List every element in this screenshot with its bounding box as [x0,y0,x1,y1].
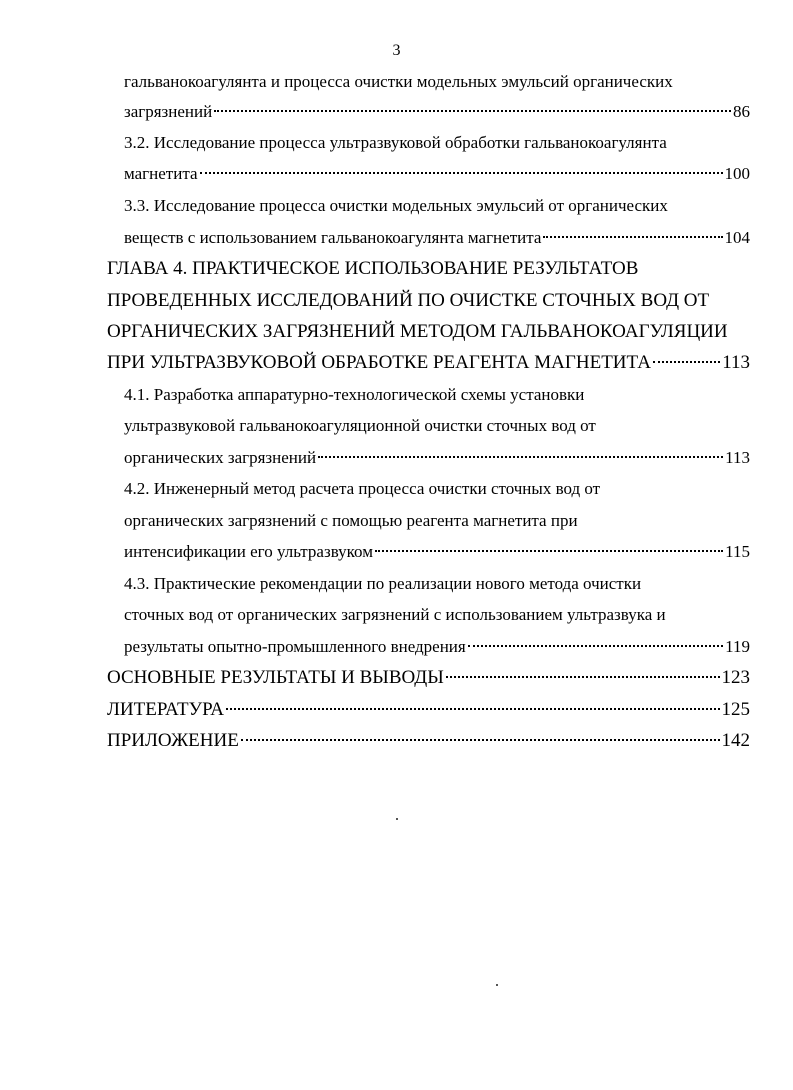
toc-line [124,383,749,407]
toc-entry-text: 3.3. Исследование процесса очистки модельных эмульсий от органических [124,196,668,215]
toc-entry-text: результаты опытно-промышленного внедрения [124,637,466,656]
toc-page-number: 123 [721,667,750,688]
toc-page-number: 100 [724,164,750,183]
toc-page-number: 113 [722,352,750,373]
toc-entry-text: ультразвуковой гальванокоагуляционной очистки сточных вод от [124,416,596,435]
toc-entry-text: интенсификации его ультразвуком [124,542,373,561]
toc-entry-text: органических загрязнений с помощью реагента магнетита при [124,511,578,530]
toc-line [124,509,749,533]
toc-entry-results[interactable] [107,666,750,690]
toc-entry-4-2[interactable] [124,540,750,564]
toc-line [124,131,749,155]
toc-line [124,477,749,501]
scan-speck [496,984,498,986]
toc-chapter-text: ПРИЛОЖЕНИЕ [107,730,239,751]
toc-line [124,70,749,94]
toc-entry-3-3[interactable] [124,226,750,250]
dot-leader [226,708,720,710]
toc-line [124,603,749,627]
toc-entry-text: веществ с использованием гальванокоагулянта магнетита [124,228,542,247]
toc-line [107,289,747,313]
dot-leader [214,110,731,112]
toc-entry-text: загрязнений [124,102,213,121]
toc-entry-4-1[interactable] [124,446,750,470]
dot-leader [446,676,720,678]
toc-chapter-text: ЛИТЕРАТУРА [107,699,224,720]
dot-leader [318,456,723,458]
toc-line [124,572,749,596]
toc-entry-text: 4.1. Разработка аппаратурно-технологической схемы установки [124,385,585,404]
toc-page-number: 125 [721,699,750,720]
toc-entry-3-2[interactable] [124,162,750,186]
toc-entry-text: 4.2. Инженерный метод расчета процесса очистки сточных вод от [124,479,601,498]
toc-chapter-text: ОРГАНИЧЕСКИХ ЗАГРЯЗНЕНИЙ МЕТОДОМ ГАЛЬВАНОКОАГУЛЯЦИИ [107,321,728,342]
scan-speck [396,818,398,820]
dot-leader [200,172,723,174]
toc-entry-text: органических загрязнений [124,448,317,467]
dot-leader [241,739,720,741]
toc-chapter-text: ГЛАВА 4. ПРАКТИЧЕСКОЕ ИСПОЛЬЗОВАНИЕ РЕЗУЛЬТАТОВ [107,258,639,279]
toc-entry-text: магнетита [124,164,198,183]
dot-leader [543,236,722,238]
toc-chapter-text: ОСНОВНЫЕ РЕЗУЛЬТАТЫ И ВЫВОДЫ [107,667,444,688]
toc-page-number: 86 [733,102,750,121]
dot-leader [468,645,723,647]
toc-entry-literature[interactable] [107,698,750,722]
toc-page-number: 142 [721,730,750,751]
toc-chapter-text: ПРОВЕДЕННЫХ ИССЛЕДОВАНИЙ ПО ОЧИСТКЕ СТОЧНЫХ ВОД ОТ [107,290,710,311]
toc-entry-4-3[interactable] [124,635,750,659]
toc-chapter-text: ПРИ УЛЬТРАЗВУКОВОЙ ОБРАБОТКЕ РЕАГЕНТА МАГНЕТИТА [107,352,651,373]
toc-entry-3-1-continued[interactable] [124,100,750,124]
toc-entry-text: 4.3. Практические рекомендации по реализации нового метода очистки [124,574,642,593]
toc-entry-text: 3.2. Исследование процесса ультразвуковой обработки гальванокоагулянта [124,133,667,152]
dot-leader [375,550,723,552]
toc-page-number: 115 [725,542,750,561]
toc-line [124,414,749,438]
toc-page-number: 113 [725,448,750,467]
toc-line [107,320,747,344]
page-number: 3 [392,42,401,59]
toc-entry-text: сточных вод от органических загрязнений с использованием ультразвука и [124,605,666,624]
toc-entry-appendix[interactable] [107,729,750,753]
toc-page-number: 119 [725,637,750,656]
toc-entry-chapter-4[interactable] [107,351,750,375]
dot-leader [653,361,720,363]
toc-line [124,194,749,218]
toc-line [107,257,747,281]
toc-entry-text: гальванокоагулянта и процесса очистки модельных эмульсий органических [124,72,673,91]
toc-page-number: 104 [724,228,750,247]
